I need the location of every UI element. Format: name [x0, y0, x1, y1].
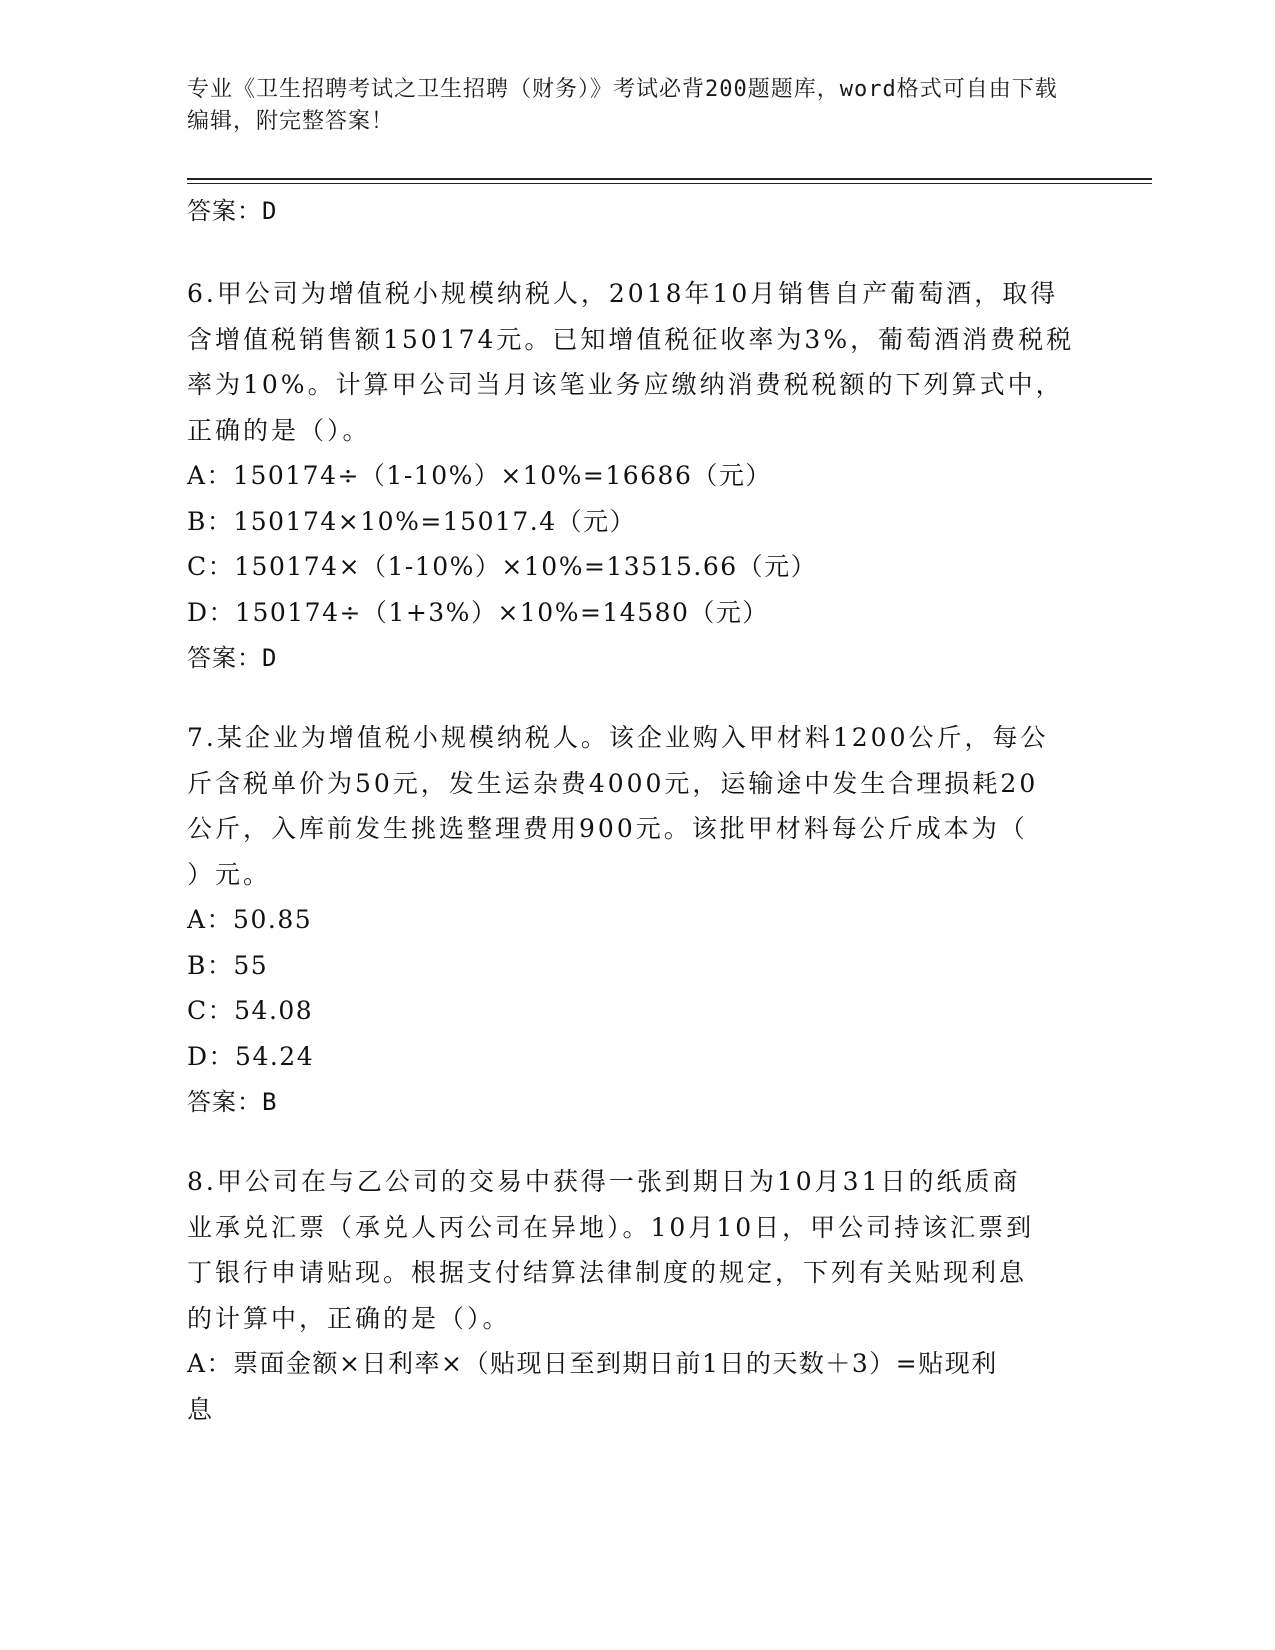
question-stem-line: 正确的是（）。: [187, 415, 371, 445]
option-a: A：150174÷（1-10%）×10%=16686（元）: [187, 461, 772, 490]
question-stem-line: 的计算中，正确的是（）。: [187, 1303, 511, 1333]
option-b: B：55: [187, 950, 269, 980]
option-c: C：54.08: [187, 996, 314, 1025]
answer-line: 答案：D: [187, 644, 278, 672]
option-a-continued: 息: [187, 1394, 214, 1424]
question-stem-line: 6.甲公司为增值税小规模纳税人，2018年10月销售自产葡萄酒，取得: [187, 279, 1059, 308]
option-a: A：票面金额×日利率×（贴现日至到期日前1日的天数＋3）=贴现利: [187, 1349, 998, 1378]
question-stem-line: 丁银行申请贴现。根据支付结算法律制度的规定，下列有关贴现利息: [187, 1258, 1028, 1287]
option-c: C：150174×（1-10%）×10%=13515.66（元）: [187, 552, 818, 581]
option-d: D：150174÷（1+3%）×10%=14580（元）: [187, 597, 769, 627]
header-rule-thin: [187, 183, 1152, 184]
option-b: B：150174×10%=15017.4（元）: [187, 506, 637, 536]
question-block-8: [187, 1159, 1087, 1432]
question-stem-line: 8.甲公司在与乙公司的交易中获得一张到期日为10月31日的纸质商: [187, 1167, 1021, 1196]
question-block-6: [187, 271, 1087, 681]
question-stem-line: 斤含税单价为50元，发生运杂费4000元，运输途中发生合理损耗20: [187, 768, 1039, 798]
option-a: A：50.85: [187, 905, 313, 934]
question-stem-line: 公斤，入库前发生挑选整理费用900元。该批甲材料每公斤成本为（: [187, 814, 1028, 843]
document-header: [187, 74, 1067, 138]
question-stem-line: 7.某企业为增值税小规模纳税人。该企业购入甲材料1200公斤，每公: [187, 723, 1049, 752]
question-stem-line: ）元。: [187, 859, 272, 889]
question-stem-line: 业承兑汇票（承兑人丙公司在异地）。10月10日，甲公司持该汇票到: [187, 1212, 1035, 1242]
question-block-7: [187, 715, 1087, 1125]
question-stem-line: 含增值税销售额150174元。已知增值税征收率为3%，葡萄酒消费税税: [187, 324, 1075, 354]
answer-line: 答案：D: [187, 197, 278, 225]
answer-line: 答案：B: [187, 1088, 278, 1116]
header-rule-thick: [187, 178, 1152, 180]
question-stem-line: 率为10%。计算甲公司当月该笔业务应缴纳消费税税额的下列算式中，: [187, 370, 1064, 399]
header-title: 专业《卫生招聘考试之卫生招聘（财务）》考试必背200题题库，word格式可自由下载编辑，附完整答案！: [187, 77, 1058, 134]
option-d: D：54.24: [187, 1041, 315, 1071]
document-body: [187, 188, 1087, 1432]
